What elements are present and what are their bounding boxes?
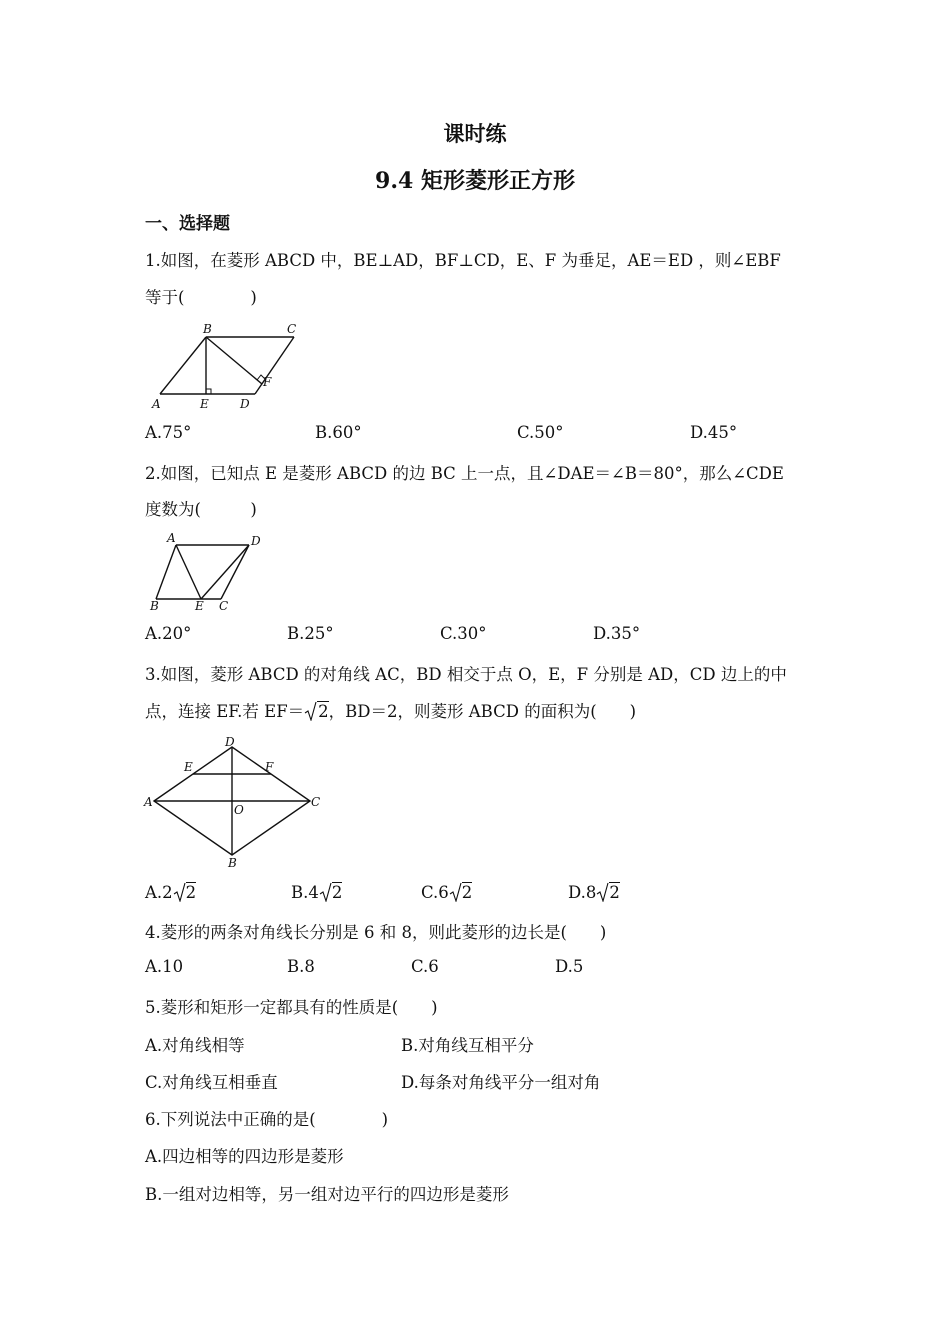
fig2-label-b: B (150, 599, 159, 613)
q1-option-c[interactable]: C.50° (517, 423, 564, 442)
q3-radicand: 2 (318, 702, 329, 721)
q3-option-d[interactable]: D.8 2 (568, 883, 620, 902)
question-4-text: 4.菱形的两条对角线长分别是 6 和 8，则此菱形的边长是( ) (145, 923, 607, 942)
q5-option-c[interactable]: C.对角线互相垂直 (145, 1073, 278, 1092)
fig1-label-a: A (152, 397, 161, 411)
q2-option-c[interactable]: C.30° (440, 624, 487, 643)
q2-option-a[interactable]: A.20° (145, 624, 192, 643)
sqrt-sign (304, 701, 329, 721)
fig3-label-b: B (228, 856, 237, 870)
fig3-label-f: F (265, 760, 274, 774)
q5-option-d[interactable]: D.每条对角线平分一组对角 (401, 1073, 601, 1092)
fig2-label-d: D (251, 534, 261, 548)
q4-option-b[interactable]: B.8 (287, 957, 315, 976)
q6-option-a[interactable]: A.四边相等的四边形是菱形 (145, 1147, 344, 1166)
fig1-label-f: F (263, 375, 272, 389)
q2-option-d[interactable]: D.35° (593, 624, 641, 643)
fig3-label-e: E (184, 760, 193, 774)
fig3-label-o: O (234, 803, 244, 817)
q1-option-b[interactable]: B.60° (315, 423, 362, 442)
question-5-text: 5.菱形和矩形一定都具有的性质是( ) (145, 998, 438, 1017)
q2-option-b[interactable]: B.25° (287, 624, 334, 643)
fig3-label-c: C (311, 795, 321, 809)
question-6-text: 6.下列说法中正确的是( ) (145, 1110, 389, 1129)
question-2-figure (145, 530, 275, 615)
question-3-text: 3.如图，菱形 ABCD 的对角线 AC，BD 相交于点 O，E，F 分别是 AD，CD 边上的中 (145, 665, 787, 684)
page-title: 课时练 (443, 121, 507, 146)
question-2-text-cont: 度数为( ) (145, 500, 257, 519)
question-3-figure (140, 735, 340, 875)
q1-option-d[interactable]: D.45° (690, 423, 738, 442)
question-3-text-cont (145, 698, 636, 722)
fig1-label-c: C (287, 322, 297, 336)
q3-text-part1: 点，连接 EF.若 EF＝ (145, 702, 305, 721)
q3-option-c[interactable]: C.6 2 (421, 883, 473, 902)
fig2-label-e: E (195, 599, 204, 613)
fig3-label-a: A (144, 795, 153, 809)
fig1-label-e: E (200, 397, 209, 411)
q4-option-a[interactable]: A.10 (145, 957, 184, 976)
q3-text-part2: ，BD＝2，则菱形 ABCD 的面积为( ) (328, 702, 637, 721)
section-heading: 一、选择题 (145, 214, 230, 234)
q1-option-a[interactable]: A.75° (145, 423, 192, 442)
question-1-text-cont: 等于( ) (145, 288, 257, 307)
fig3-label-d: D (225, 735, 235, 749)
question-2-text: 2.如图，已知点 E 是菱形 ABCD 的边 BC 上一点，且∠DAE＝∠B＝80°，那么∠CDE (145, 464, 784, 483)
fig1-label-b: B (203, 322, 212, 336)
q5-option-a[interactable]: A.对角线相等 (145, 1036, 245, 1055)
question-1-figure (145, 318, 335, 413)
q4-option-c[interactable]: C.6 (411, 957, 439, 976)
question-1-text: 1.如图，在菱形 ABCD 中，BE⊥AD，BF⊥CD，E、F 为垂足，AE＝ED ，则∠EBF (145, 251, 781, 270)
q3-option-a[interactable]: A.2 2 (145, 883, 197, 902)
fig2-label-a: A (167, 531, 176, 545)
q3-option-b[interactable]: B.4 2 (291, 883, 343, 902)
lesson-title: 9.4 矩形菱形正方形 (375, 168, 575, 194)
q4-option-d[interactable]: D.5 (555, 957, 584, 976)
fig2-label-c: C (219, 599, 229, 613)
fig1-label-d: D (240, 397, 250, 411)
q6-option-b[interactable]: B.一组对边相等，另一组对边平行的四边形是菱形 (145, 1185, 509, 1204)
q5-option-b[interactable]: B.对角线互相平分 (401, 1036, 534, 1055)
